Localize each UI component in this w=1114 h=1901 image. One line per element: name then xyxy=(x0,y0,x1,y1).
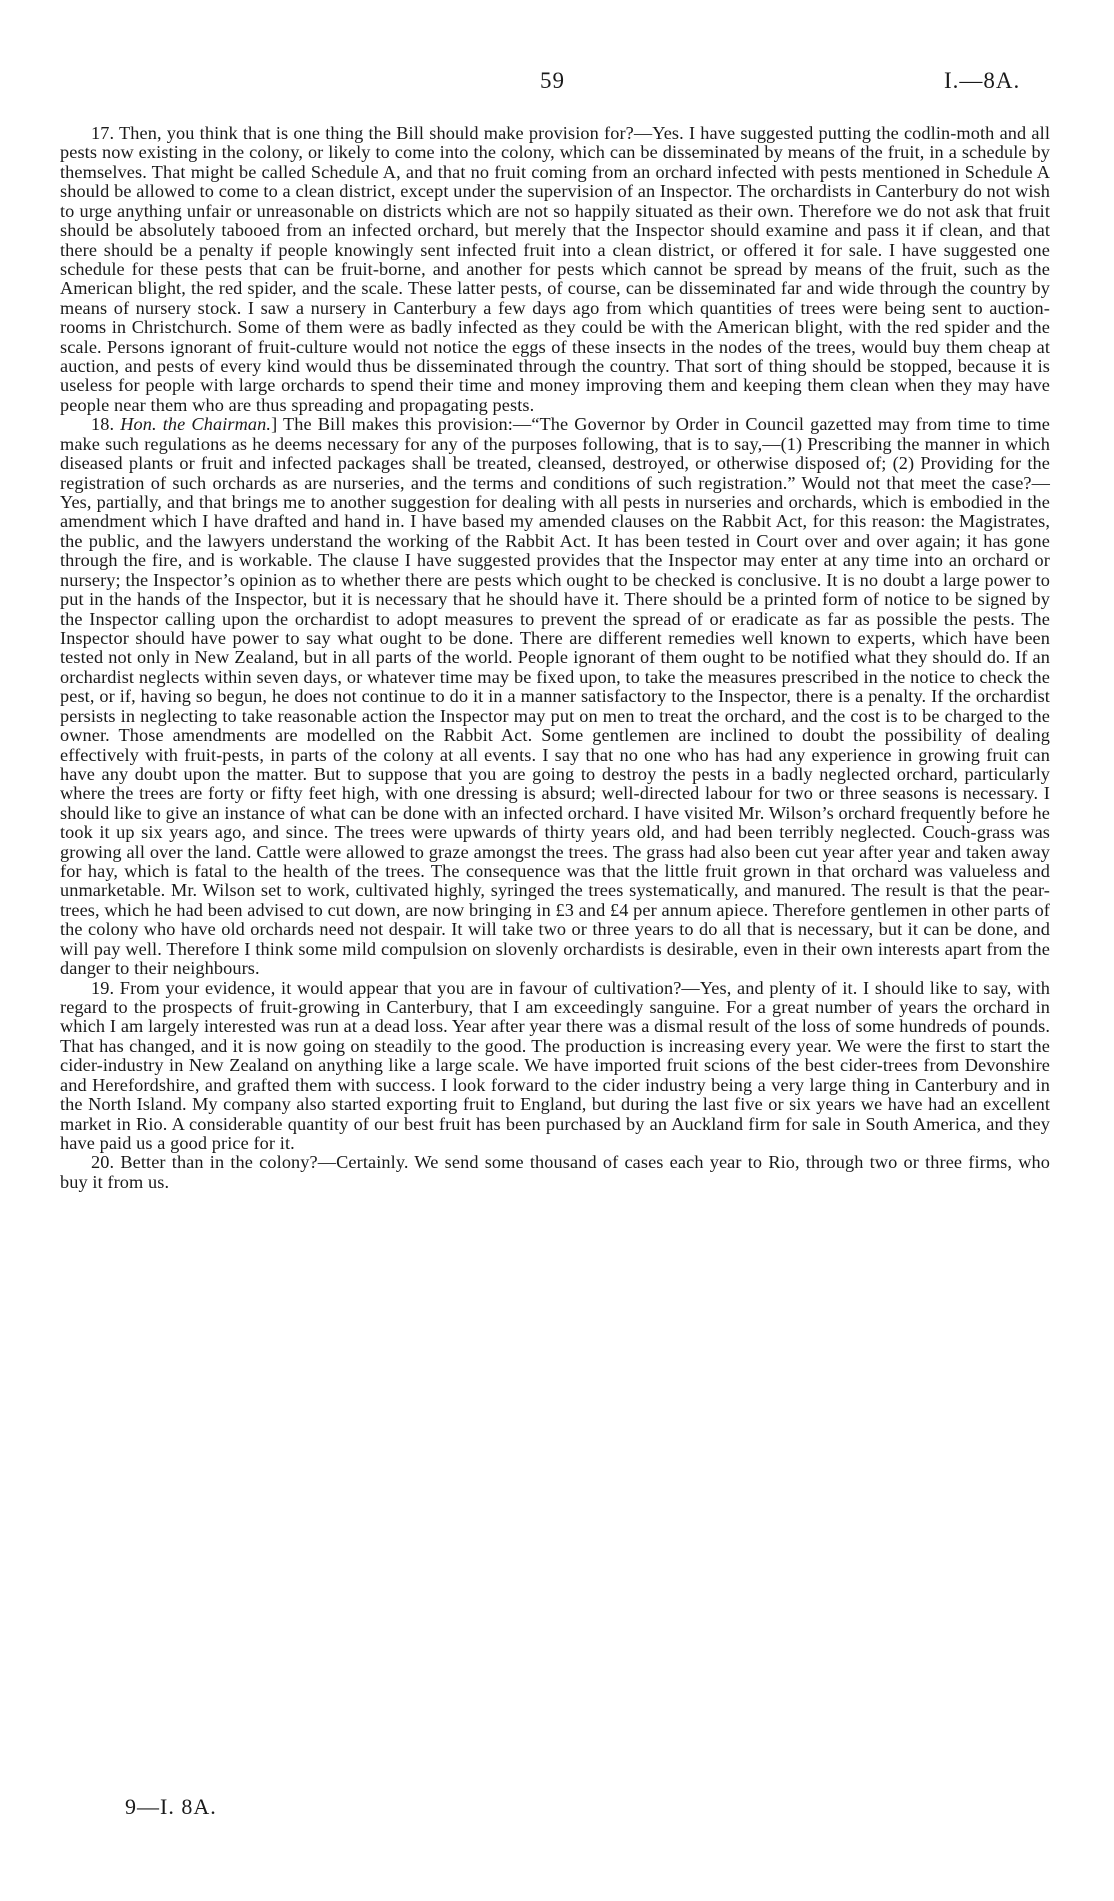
paragraph-17 xyxy=(60,124,1050,415)
paragraph-20 xyxy=(60,1153,1050,1192)
paragraph-number: 18. xyxy=(91,414,115,435)
paragraph-text: Then, you think that is one thing the Bill should make provision for?—Yes. I have suggested putting the codlin-moth and all pests now existing in the colony, or likely to come into the colony, which can be disseminated by means of the fruit, in a schedule by themselves. That might be called Schedule A, and that no fruit coming from an orchard infected with pests mentioned in Schedule A should be allowed to come to a clean district, except under the supervision of an Inspector. The orchardists in Canterbury do not wish to urge anything unfair or unreasonable on districts which are not so happily situated as their own. Therefore we do not ask that fruit should be absolutely tabooed from an infected orchard, but merely that the Inspector should examine and pass it if clean, and that there should be a penalty if people knowingly sent infected fruit into a clean district, or offered it for sale. I have suggested one schedule for these pests that can be fruit-borne, and another for pests which cannot be spread by means of the fruit, such as the American blight, the red spider, and the scale. These latter pests, of course, can be disseminated far and wide through the country by means of nursery stock. I saw a nursery in Canterbury a few days ago from which quantities of trees were being sent to auction-rooms in Christchurch. Some of them were as badly infected as they could be with the American blight, with the red spider and the scale. Persons ignorant of fruit-culture would not notice the eggs of these insects in the nodes of the trees, would buy them cheap at auction, and pests of every kind would thus be disseminated through the country. That sort of thing should be stopped, because it is useless for people with large orchards to spend their time and money improving them and keeping them clean when they may have people near them who are thus spreading and propagating pests. xyxy=(60,123,1050,415)
sheet-signature: 9—I. 8A. xyxy=(125,1794,217,1819)
paragraph-19 xyxy=(60,979,1050,1154)
page-number: 59 xyxy=(540,68,565,93)
paragraph-number: 17. xyxy=(91,123,115,143)
paragraph-number: 20. xyxy=(91,1152,115,1173)
page-header xyxy=(0,68,1114,102)
document-reference: I.—8A. xyxy=(944,68,1021,93)
paragraph-18 xyxy=(60,415,1050,978)
paragraph-text: From your evidence, it would appear that you are in favour of cultivation?—Yes, and plenty of it. I should like to say, with regard to the prospects of fruit-growing in Canterbury, that I am exceedingly sanguine. For a great number of years the orchard in which I am largely interested was run at a dead loss. Year after year there was a dismal result of the loss of some hundreds of pounds. That has changed, and it is now going on steadily to the good. The production is increasing every year. We were the first to start the cider-industry in New Zealand on anything like a large scale. We have imported fruit scions of the best cider-trees from Devonshire and Herefordshire, and grafted them with success. I look forward to the cider industry being a very large thing in Canterbury and in the North Island. My company also started exporting fruit to England, but during the last five or six years we have had an excellent market in Rio. A considerable quantity of our best fruit has been purchased by an Auckland firm for sale in South America, and they have paid us a good price for it. xyxy=(60,977,1050,1153)
paragraph-text: ] The Bill makes this provision:—“The Governor by Order in Council gazetted may from time to time make such regulations as he deems necessary for any of the purposes following, that is to say,—(1) Prescribing the manner in which diseased plants or fruit and infected packages shall be treated, cleansed, destroyed, or otherwise disposed of; (2) Providing for the registration of such orchards as are nurseries, and the terms and conditions of such registration.” Would not that meet the case?—Yes, partially, and that brings me to another suggestion for dealing with all pests in nurseries and orchards, which is embodied in the amendment which I have drafted and hand in. I have based my amended clauses on the Rabbit Act, for this reason: the Magistrates, the public, and the lawyers understand the working of the Rabbit Act. It has been tested in Court over and over again; it has gone through the fire, and is workable. The clause I have suggested provides that the Inspector may enter at any time into an orchard or nursery; the Inspector’s opinion as to whether there are pests which ought to be checked is conclusive. It is no doubt a large power to put in the hands of the Inspector, but it is necessary that he should have it. There should be a printed form of notice to be signed by the Inspector calling upon the orchardist to adopt measures to prevent the spread of or eradicate as far as possible the pests. The Inspector should have power to say what ought to be done. There are different remedies well known to experts, which have been tested not only in New Zealand, but in all parts of the world. People ignorant of them ought to be notified what they should do. If an orchardist neglects within seven days, or whatever time may be fixed upon, to take the measures prescribed in the notice to check the pest, or if, having so begun, he does not continue to do it in a manner satisfactory to the Inspector, there is a penalty. If the orchardist persists in neglecting to take reasonable action the Inspector may put on men to treat the orchard, and the cost is to be charged to the owner. Those amendments are modelled on the Rabbit Act. Some gentlemen are inclined to doubt the possibility of dealing effectively with fruit-pests, in parts of the colony at all events. I say that no one who has had any experience in growing fruit can have any doubt upon the matter. But to suppose that you are going to destroy the pests in a badly neglected orchard, particularly where the trees are forty or fifty feet high, with one dressing is absurd; well-directed labour for two or three seasons is necessary. I should like to give an instance of what can be done with an infected orchard. I have visited Mr. Wilson’s orchard frequently before he took it up six years ago, and since. The trees were upwards of thirty years old, and had been terribly neglected. Couch-grass was growing all over the land. Cattle were allowed to graze amongst the trees. The grass had also been cut year after year and taken away for hay, which is fatal to the health of the trees. The consequence was that the little fruit grown in that orchard was valueless and unmarketable. Mr. Wilson set to work, cultivated highly, syringed the trees systematically, and manured. The result is that the pear-trees, which he had been advised to cut down, are now bringing in £3 and £4 per annum apiece. Therefore gentlemen in other parts of the colony who have old orchards need not despair. It will take two or three years to do all that is necessary, but it can be done, and will pay well. Therefore I think some mild compulsion on slovenly orchardists is desirable, even in their own interests apart from the danger to their neighbours. xyxy=(60,414,1050,979)
paragraph-text: Better than in the colony?—Certainly. We send some thousand of cases each year to Rio, through two or three firms, who buy it from us. xyxy=(60,1152,1050,1192)
speaker-name: Hon. the Chairman. xyxy=(120,414,272,435)
evidence-body xyxy=(60,124,1050,1192)
paragraph-number: 19. xyxy=(91,977,115,998)
